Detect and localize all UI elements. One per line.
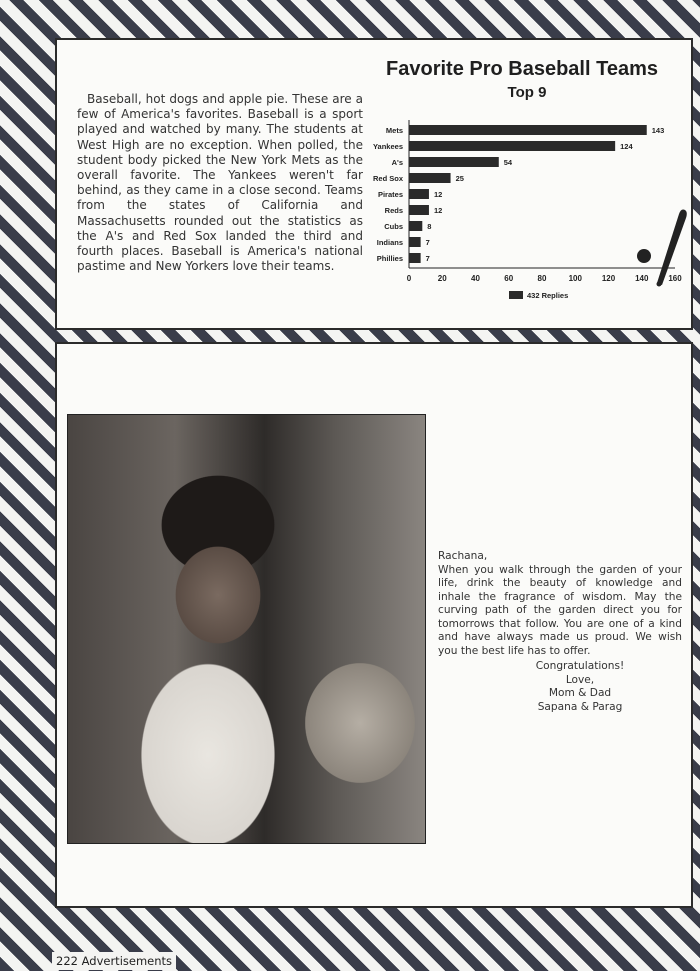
category-label: Mets	[385, 126, 403, 135]
senior-ad-panel	[55, 342, 693, 908]
legend-label: 432 Replies	[527, 291, 569, 300]
value-label: 7	[425, 254, 430, 263]
bar-chart	[357, 118, 689, 338]
x-tick-label: 60	[504, 274, 514, 283]
plant-basket	[305, 663, 415, 783]
chart-title: Favorite Pro Baseball Teams	[386, 58, 658, 80]
message-signoff	[438, 660, 682, 714]
x-tick-label: 160	[668, 274, 682, 283]
legend-swatch	[509, 291, 523, 299]
child-photo	[67, 414, 426, 844]
message-greeting: Rachana,	[438, 550, 488, 562]
x-tick-label: 120	[601, 274, 616, 283]
bar	[409, 205, 429, 215]
bar	[409, 173, 451, 183]
x-tick-label: 0	[406, 274, 412, 283]
congratulations-message	[438, 550, 682, 714]
x-tick-label: 100	[568, 274, 582, 283]
category-label: Red Sox	[372, 174, 403, 183]
bar	[409, 237, 421, 247]
value-label: 12	[433, 190, 443, 199]
value-label: 7	[425, 238, 430, 247]
bar	[409, 141, 615, 151]
value-label: 12	[433, 206, 443, 215]
bar	[409, 221, 422, 231]
value-label: 54	[503, 158, 513, 167]
value-label: 8	[427, 222, 432, 231]
bar	[409, 125, 647, 135]
category-label: Indians	[376, 238, 403, 247]
value-label: 143	[651, 126, 665, 135]
category-label: A's	[391, 158, 403, 167]
x-tick-label: 20	[437, 274, 447, 283]
bar	[409, 157, 499, 167]
page-footer: 222 Advertisements	[52, 952, 176, 970]
bar	[409, 253, 421, 263]
signoff-line-1: Congratulations!	[535, 660, 625, 672]
category-label: Cubs	[384, 222, 403, 231]
value-label: 25	[455, 174, 464, 183]
x-tick-label: 40	[471, 274, 480, 283]
essay-text: Baseball, hot dogs and apple pie. These are a few of America's favorites. Baseball is a sport played and watched by many. The students at West High are no exception. When polled, the student body picked the New York Mets as the overall favorite. The Yankees weren't far behind, as they came in a close second. Teams from the states of California and Massachusetts rounded out the statistics as the A's and Red Sox landed the third and fourth places. Baseball is America's national pastime and New Yorkers love their teams.	[77, 92, 363, 274]
signoff-line-4: Sapana & Parag	[537, 700, 623, 713]
x-tick-label: 80	[537, 274, 547, 283]
message-body: When you walk through the garden of your life, drink the beauty of knowledge and inhale the fragrance of wisdom. May the curving path of the garden direct you for tomorrows that follow. You are one of a kind and have always made us proud. We wish you the best life has to offer.	[438, 563, 682, 657]
category-label: Reds	[384, 206, 403, 215]
chart-subtitle: Top 9	[507, 84, 547, 101]
category-label: Phillies	[376, 254, 403, 263]
baseball-poll-panel	[55, 38, 693, 330]
signoff-line-3: Mom & Dad	[548, 687, 612, 699]
category-label: Pirates	[377, 190, 403, 199]
category-label: Yankees	[372, 142, 403, 151]
x-tick-label: 140	[635, 274, 649, 283]
signoff-line-2: Love,	[565, 673, 595, 686]
value-label: 124	[620, 142, 633, 151]
bar	[409, 189, 429, 199]
